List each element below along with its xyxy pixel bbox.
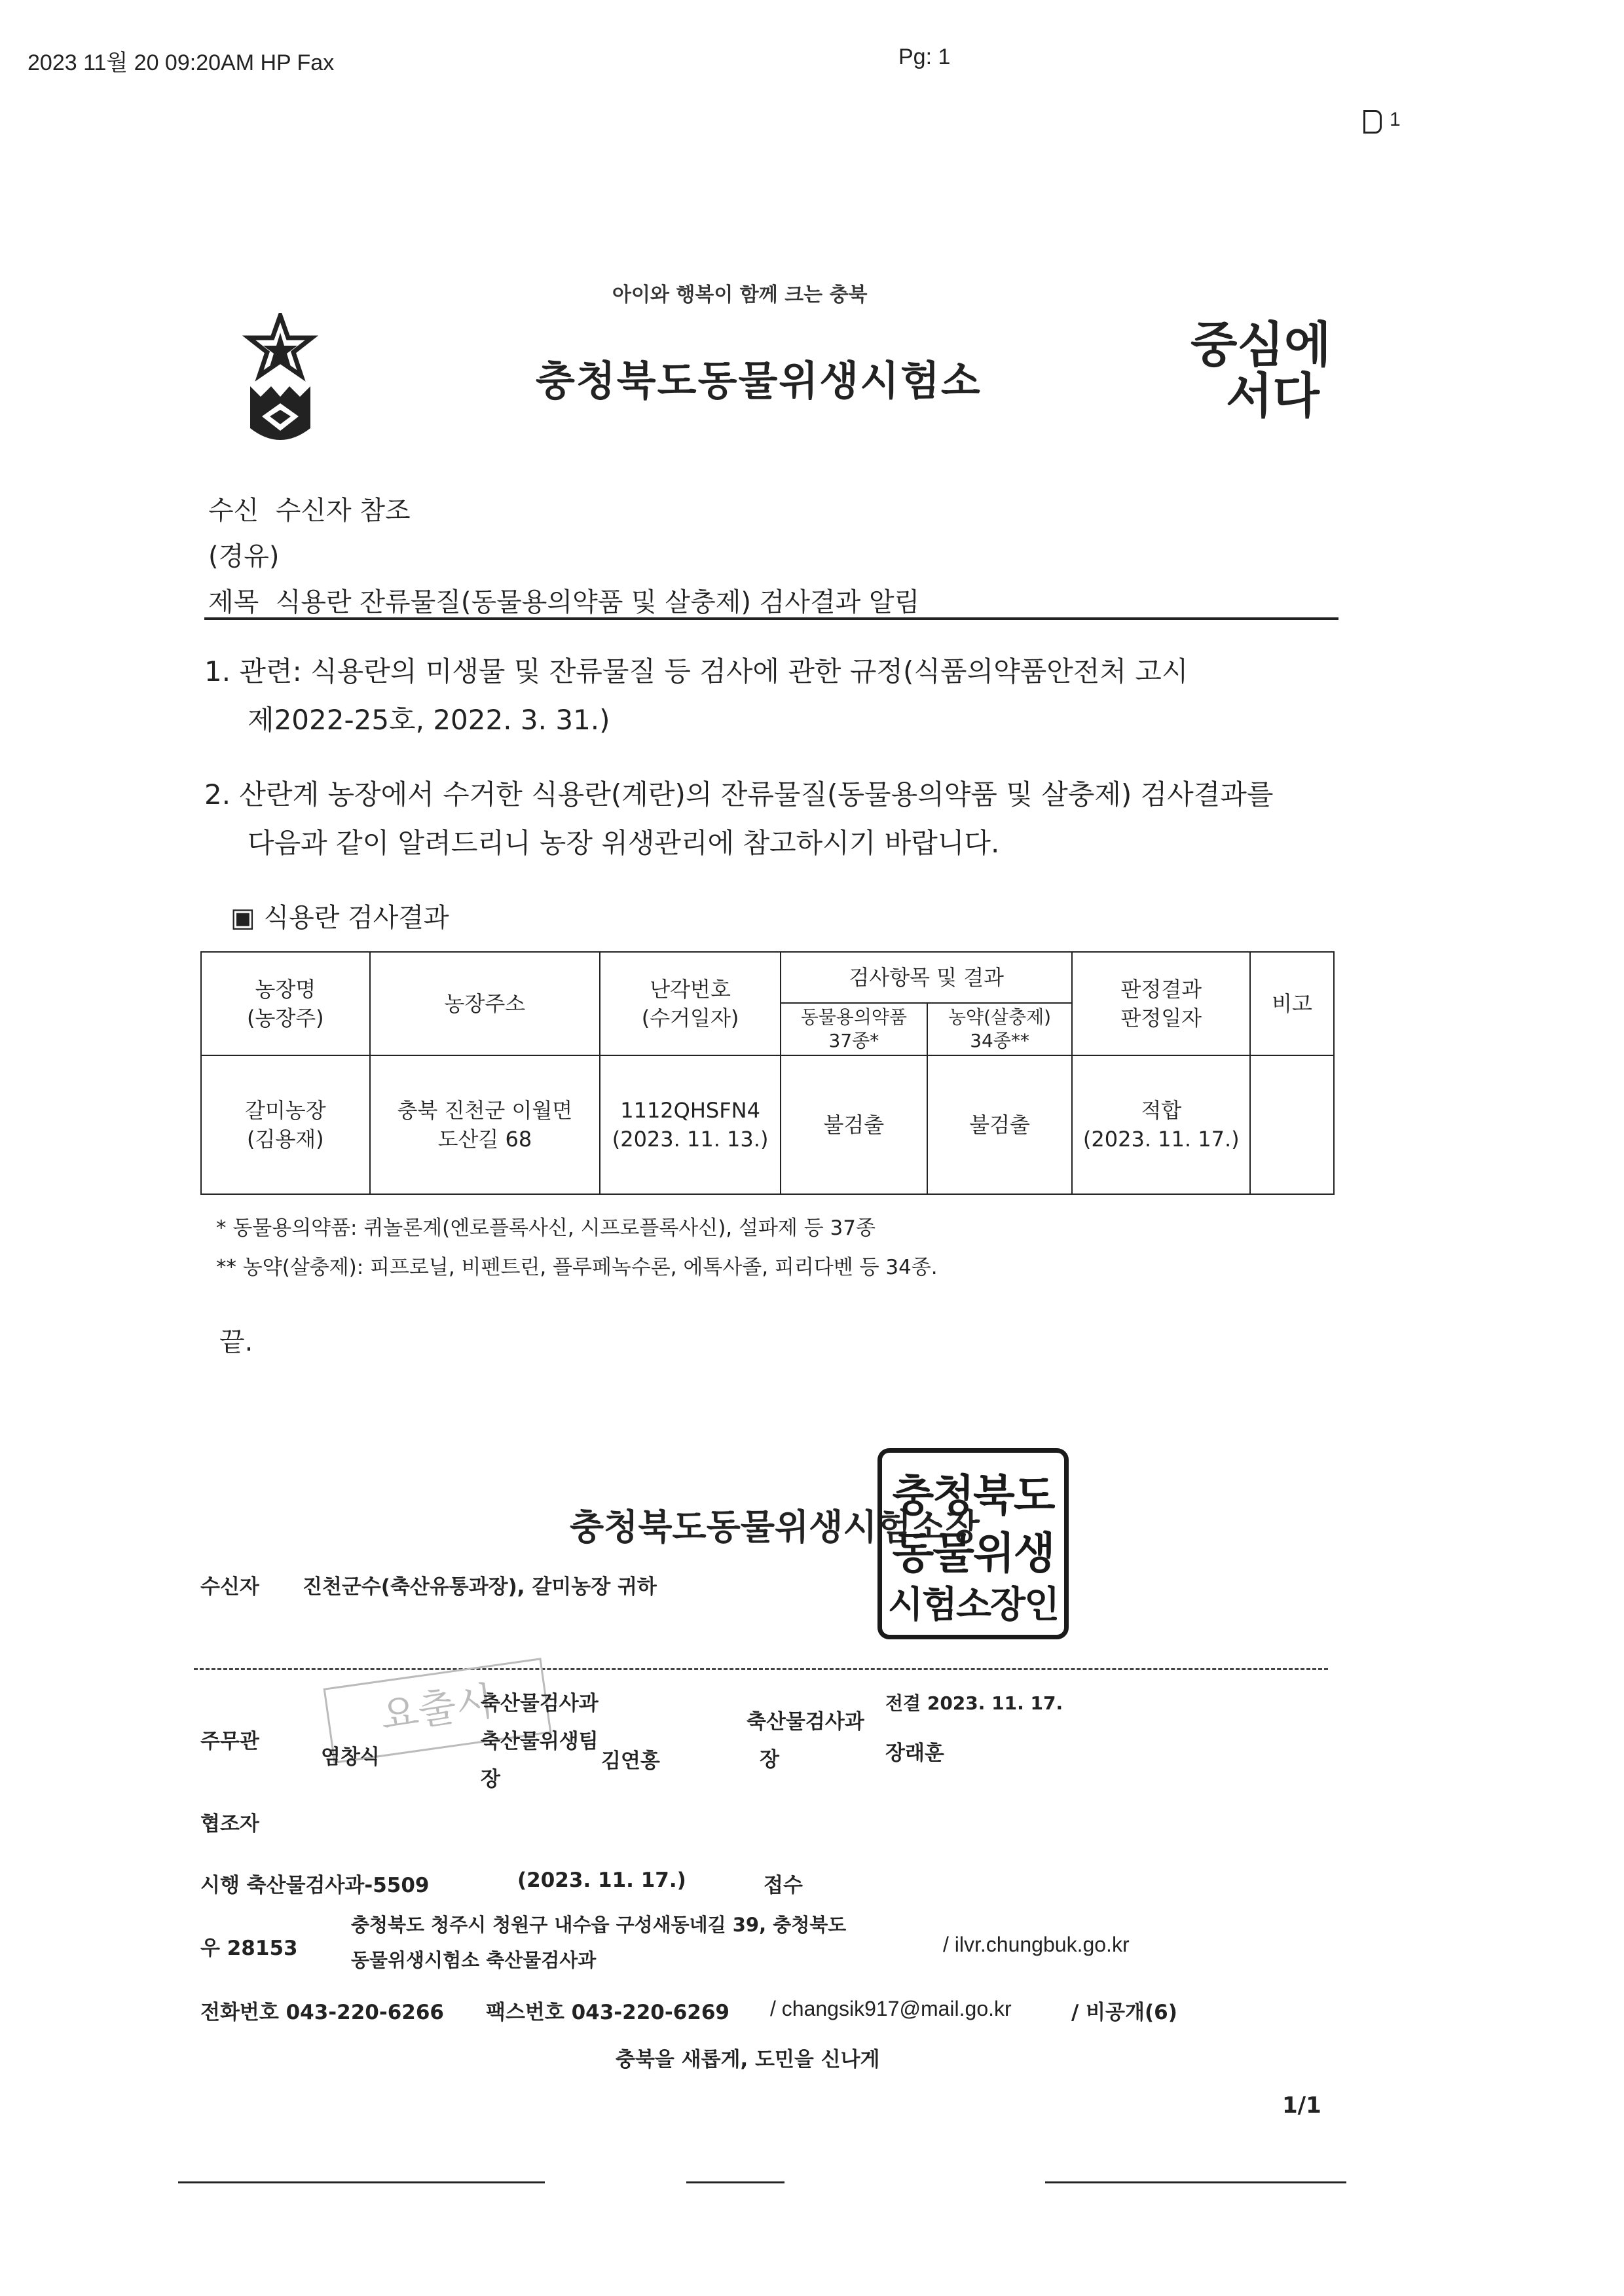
header-pesticide: 농약(살충제) 34종** [927, 1003, 1073, 1055]
header-test-items: 검사항목 및 결과 [781, 952, 1072, 1003]
brand-logo [1190, 319, 1331, 422]
cell-farm: 갈미농장 (김용재) [201, 1055, 370, 1194]
recipient-line [208, 490, 411, 527]
header-address: 농장주소 [370, 952, 600, 1055]
enforcement-number: 시행 축산물검사과-5509 [200, 1874, 430, 1897]
recipient-value: 수신자 참조 [275, 496, 411, 526]
dept-line-2: 축산물위생팀 [481, 1730, 599, 1753]
slogan: 아이와 행복이 함께 크는 충북 [612, 283, 868, 306]
recipient-label: 수신 [208, 496, 259, 526]
header-drug: 동물용의약품 37종* [781, 1003, 927, 1055]
paragraph-1-line-1: 1. 관련: 식용란의 미생물 및 잔류물질 등 검사에 관한 규정(식품의약품안전처 고시 [204, 655, 1189, 687]
subject-value: 식용란 잔류물질(동물용의약품 및 살충제) 검사결과 알림 [275, 587, 920, 617]
address-line-2: 동물위생시험소 축산물검사과 [351, 1949, 597, 1971]
separator-line [194, 1668, 1328, 1670]
postal-code: 우 28153 [200, 1937, 298, 1960]
gray-stamp: 요출시 [323, 1658, 552, 1764]
subject-rule [204, 617, 1338, 620]
cell-egg-number: 1112QHSFN4 (2023. 11. 13.) [600, 1055, 781, 1194]
seal-line-2: 동물위생 [892, 1528, 1054, 1578]
results-table [200, 951, 1335, 1195]
staff-label: 주무관 [200, 1730, 259, 1753]
fax-datetime: 2023 11월 20 09:20AM HP Fax [28, 50, 335, 75]
distribution-value: 진천군수(축산유통과장), 갈미농장 귀하 [303, 1575, 657, 1599]
email-link[interactable]: / changsik917@mail.go.kr [770, 1997, 1012, 2020]
distribution-label: 수신자 [200, 1575, 259, 1599]
staff-name: 염창식 [321, 1745, 380, 1769]
disclosure-status: / 비공개(6) [1071, 2001, 1177, 2024]
brand-line1: 중심에 [1190, 317, 1331, 373]
fax-number: 팩스번호 043-220-6269 [486, 2001, 730, 2024]
subject-label: 제목 [208, 587, 259, 617]
cell-pesticide-result: 불검출 [927, 1055, 1073, 1194]
emblem-logo [241, 313, 320, 453]
page-mark: 1 [1390, 109, 1401, 130]
paragraph-2-line-2: 다음과 같이 알려드리니 농장 위생관리에 참고하시기 바랍니다. [248, 827, 1000, 859]
website-link[interactable]: / ilvr.chungbuk.go.kr [943, 1933, 1130, 1956]
org-title: 충청북도동물위생시험소 [536, 357, 982, 405]
cell-address: 충북 진천군 이월면 도산길 68 [370, 1055, 600, 1194]
cell-judgement: 적합 (2023. 11. 17.) [1072, 1055, 1250, 1194]
subject-line [208, 581, 919, 619]
via-line: (경유) [208, 541, 280, 572]
head-title-1: 축산물검사과 [747, 1710, 864, 1734]
header-note: 비고 [1250, 952, 1334, 1055]
table-header-row [201, 952, 1334, 1003]
footnote-drug: * 동물용의약품: 퀴놀론계(엔로플록사신, 시프로플록사신), 설파제 등 37종 [216, 1216, 876, 1240]
cooperator-label: 협조자 [200, 1812, 259, 1836]
receipt-label: 접수 [764, 1874, 803, 1897]
table-row [201, 1055, 1334, 1194]
dept-line-1: 축산물검사과 [481, 1692, 599, 1715]
bottom-line-right [1045, 2181, 1346, 2183]
header-farm: 농장명 (농장주) [201, 952, 370, 1055]
footer-motto: 충북을 새롭게, 도민을 신나게 [616, 2048, 880, 2071]
seal-line-3: 시험소장인 [887, 1584, 1059, 1626]
brand-line2: 서다 [1226, 368, 1320, 424]
header-judgement: 판정결과 판정일자 [1072, 952, 1250, 1055]
team-leader-name: 김연홍 [601, 1749, 660, 1773]
fax-page: Pg: 1 [898, 45, 951, 69]
head-title-2: 장 [760, 1748, 779, 1772]
official-seal [877, 1448, 1069, 1639]
header-egg-number: 난각번호 (수거일자) [600, 952, 781, 1055]
final-approval-date: 전결 2023. 11. 17. [885, 1692, 1063, 1714]
table-title: ▣ 식용란 검사결과 [231, 903, 449, 933]
enforcement-date: (2023. 11. 17.) [517, 1868, 686, 1892]
cell-drug-result: 불검출 [781, 1055, 927, 1194]
paragraph-2-line-1: 2. 산란계 농장에서 수거한 식용란(계란)의 잔류물질(동물용의약품 및 살충제) 검사결과를 [204, 778, 1274, 811]
address-line-1: 충청북도 청주시 청원구 내수읍 구성새동네길 39, 충청북도 [351, 1914, 847, 1936]
phone-number: 전화번호 043-220-6266 [200, 2001, 445, 2024]
footnote-pesticide: ** 농약(살충제): 피프로닐, 비펜트린, 플루페녹수론, 에톡사졸, 피리다벤 등 34종. [216, 1256, 938, 1279]
page-count: 1/1 [1282, 2092, 1321, 2119]
issuer-name: 충청북도동물위생시험소장 [570, 1506, 980, 1548]
seal-line-1: 충청북도 [892, 1470, 1054, 1521]
page-icon [1363, 110, 1382, 134]
head-name: 장래훈 [885, 1741, 944, 1765]
dept-line-3: 장 [481, 1768, 500, 1791]
cell-note [1250, 1055, 1334, 1194]
bottom-line-left [178, 2181, 545, 2183]
paragraph-1-line-2: 제2022-25호, 2022. 3. 31.) [248, 704, 610, 736]
bottom-line-center [686, 2181, 784, 2183]
end-mark: 끝. [219, 1327, 253, 1357]
